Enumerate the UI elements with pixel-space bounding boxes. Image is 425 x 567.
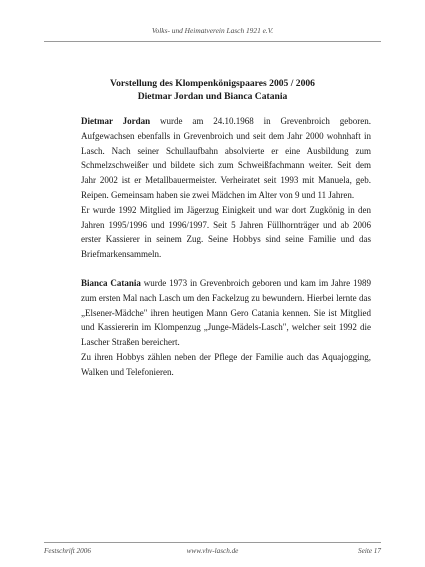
footer-publication: Festschrift 2006 <box>44 547 91 555</box>
footer-website: www.vhv-lasch.de <box>186 547 239 555</box>
person-name-dietmar: Dietmar Jordan <box>81 116 151 126</box>
footer-page-number: Seite 17 <box>358 547 381 555</box>
title-line-1: Vorstellung des Klompenkönigspaares 2005 / 2006 <box>110 78 315 89</box>
paragraph-bianca-text: wurde 1973 in Grevenbroich geboren und kam im Jahre 1989 zum ersten Mal nach Lasch um den Fackelzug zu bewundern. Hierbei lernte das „Elsener-Mädche" ihren heutigen Mann Gero Catania kennen. Sie ist Mitglied und Kassiererin im Klompenzug „Junge-Mädels-Lasch", welcher seit 1992 die Lascher Straßen bereichert. <box>81 277 371 348</box>
person-name-bianca: Bianca Catania <box>81 277 141 288</box>
footer-divider <box>44 542 381 543</box>
paragraph-spacer <box>81 262 371 276</box>
article-body <box>81 114 371 380</box>
paragraph-bianca-hobbies: Zu ihren Hobbys zählen neben der Pflege der Familie auch das Aquajogging, Walken und Telefonieren. <box>81 351 371 377</box>
page-header: Volks- und Heimatverein Lasch 1921 e.V. <box>151 26 274 35</box>
title-line-2: Dietmar Jordan und Bianca Catania <box>137 90 288 102</box>
page-footer <box>44 547 381 559</box>
paragraph-bianca <box>81 276 371 350</box>
paragraph-dietmar-text: wurde am 24.10.1968 in Grevenbroich geboren. Aufgewachsen ebenfalls in Grevenbroich und seit dem Jahr 2000 wohnhaft in Lasch. Nach seiner Schullaufbahn absolvierte er eine Ausbildung zum Schmelzschweißer und bildete sich zum Schweißfachmann weiter. Seit dem Jahr 2002 ist er Metallbauermeister. Verheiratet seit 1993 mit Manuela, geb. Reipen. Gemeinsam haben sie zwei Mädchen im Alter von 9 und 11 Jahren. <box>81 116 372 200</box>
paragraph-dietmar <box>81 114 371 203</box>
paragraph-dietmar-club: Er wurde 1992 Mitglied im Jägerzug Einigkeit und war dort Zugkönig in den Jahren 1995/1996 und 1996/1997. Seit 5 Jahren Füllhornträger und ab 2006 erster Kassierer in seinem Zug. Seine Hobbys sind seine Familie und das Briefmarkensammeln. <box>81 204 371 260</box>
header-divider <box>44 41 381 42</box>
article-title <box>44 78 381 103</box>
